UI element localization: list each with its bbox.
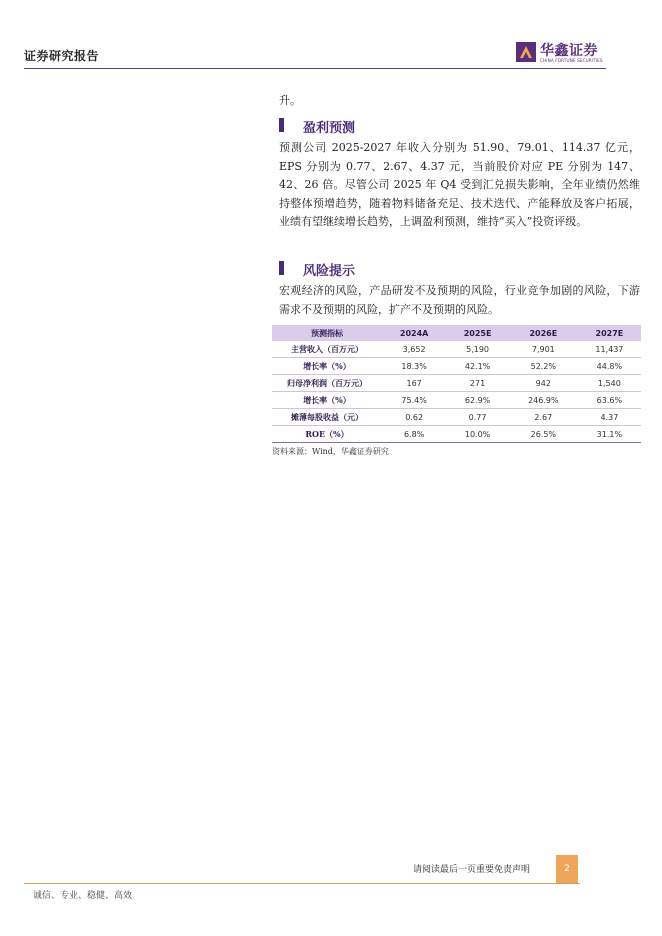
- section-marker-icon: [279, 118, 284, 132]
- footer-divider: [24, 883, 580, 884]
- disclaimer-notice-link[interactable]: 请阅读最后一页重要免责声明: [413, 865, 531, 875]
- table-header-row: [272, 325, 641, 341]
- intro-tail-text: 升。: [279, 94, 301, 107]
- row-label: 增长率（%）: [272, 392, 382, 409]
- table-cell: 44.8%: [578, 358, 641, 375]
- table-cell: 26.5%: [509, 426, 578, 443]
- row-label: 增长率（%）: [272, 358, 382, 375]
- row-label: 归母净利润（百万元）: [272, 375, 382, 392]
- table-cell: 5,190: [446, 341, 509, 358]
- table-row: [272, 358, 641, 375]
- row-label: ROE（%）: [272, 426, 382, 443]
- header-divider: [24, 68, 606, 69]
- table-header-cell: 预测指标: [272, 325, 382, 341]
- table-row: [272, 409, 641, 426]
- page-number: 2: [556, 855, 578, 883]
- table-cell: 0.77: [446, 409, 509, 426]
- table-cell: 6.8%: [382, 426, 446, 443]
- table-row: [272, 392, 641, 409]
- table-cell: 11,437: [578, 341, 641, 358]
- table-cell: 10.0%: [446, 426, 509, 443]
- report-type-label: 证券研究报告: [24, 49, 100, 63]
- company-logo: [516, 40, 606, 66]
- table-cell: 167: [382, 375, 446, 392]
- forecast-table: [272, 325, 641, 443]
- table-cell: 4.37: [578, 409, 641, 426]
- row-label: 摊薄每股收益（元）: [272, 409, 382, 426]
- table-cell: 42.1%: [446, 358, 509, 375]
- table-cell: 18.3%: [382, 358, 446, 375]
- table-cell: 31.1%: [578, 426, 641, 443]
- table-cell: 246.9%: [509, 392, 578, 409]
- table-cell: 62.9%: [446, 392, 509, 409]
- table-cell: 63.6%: [578, 392, 641, 409]
- risk-title: 风险提示: [303, 264, 356, 279]
- table-cell: 3,652: [382, 341, 446, 358]
- table-cell: 0.62: [382, 409, 446, 426]
- table-source-note: 资料来源：Wind，华鑫证券研究: [272, 447, 389, 456]
- table-cell: 52.2%: [509, 358, 578, 375]
- forecast-title: 盈利预测: [303, 121, 356, 136]
- table-cell: 1,540: [578, 375, 641, 392]
- risk-paragraph: 宏观经济的风险，产品研发不及预期的风险，行业竞争加剧的风险，下游需求不及预期的风险，扩产不及预期的风险。: [279, 284, 640, 316]
- table-header-cell: 2027E: [578, 325, 641, 341]
- table-cell: 942: [509, 375, 578, 392]
- table-header-cell: 2025E: [446, 325, 509, 341]
- forecast-paragraph: 预测公司 2025-2027 年收入分别为 51.90、79.01、114.37 亿元，EPS 分别为 0.77、2.67、4.37 元，当前股价对应 PE 分别为 147、42、26 倍。尽管公司 2025 年 Q4 受到汇兑损失影响，全年业绩仍然维持整体预增趋势，随着物料储备充足、技术迭代、产能释放及客户拓展，业绩有望继续增长趋势，上调盈利预测，维持“买入”投资评级。: [279, 141, 640, 228]
- logo-text-en: CHINA FORTUNE SECURITIES: [540, 58, 603, 63]
- table-header-cell: 2024A: [382, 325, 446, 341]
- table-cell: 75.4%: [382, 392, 446, 409]
- footer-motto: 诚信、专业、稳健、高效: [33, 891, 133, 901]
- table-cell: 7,901: [509, 341, 578, 358]
- table-row: [272, 375, 641, 392]
- logo-mark-icon: [516, 42, 536, 62]
- logo-text-cn: 华鑫证券: [540, 43, 598, 59]
- table-cell: 2.67: [509, 409, 578, 426]
- table-row: [272, 426, 641, 443]
- row-label: 主营收入（百万元）: [272, 341, 382, 358]
- section-marker-icon: [279, 261, 284, 275]
- table-header-cell: 2026E: [509, 325, 578, 341]
- table-row: [272, 341, 641, 358]
- table-cell: 271: [446, 375, 509, 392]
